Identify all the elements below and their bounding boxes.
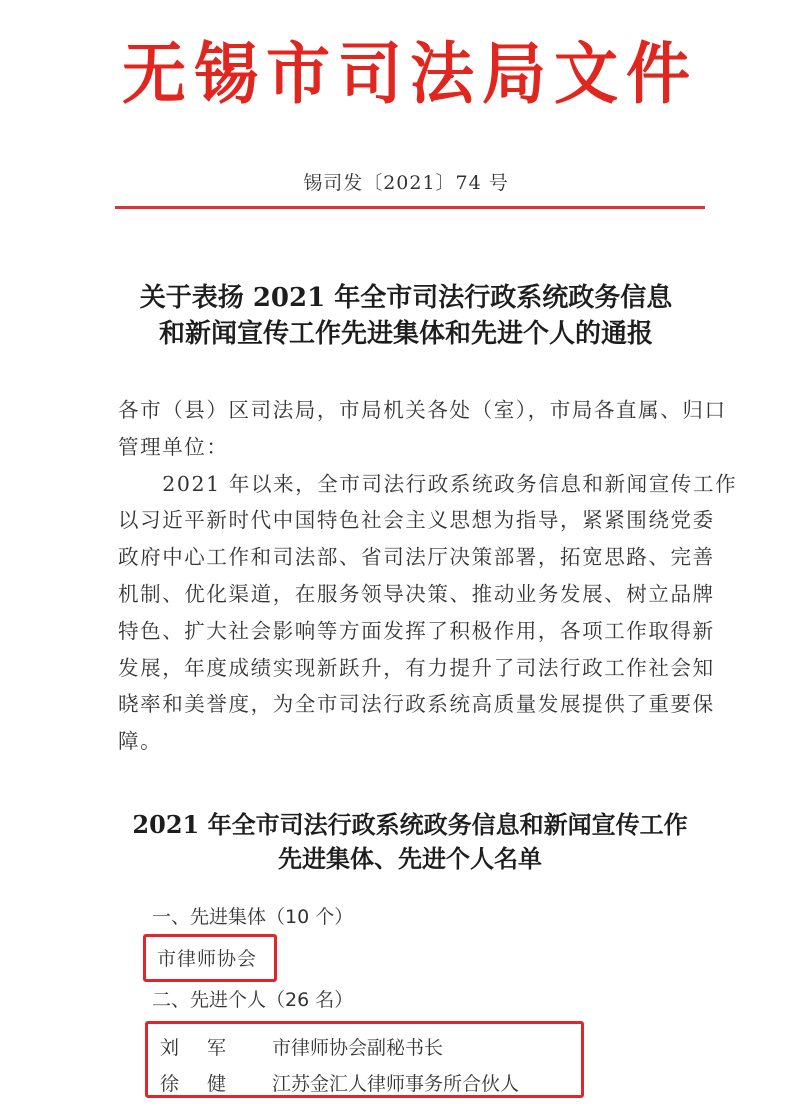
body-line: 发展，年度成绩实现新跃升，有力提升了司法行政工作社会知 — [118, 655, 715, 680]
red-divider — [115, 206, 705, 209]
body-line: 机制、优化渠道，在服务领导决策、推动业务发展、树立品牌 — [118, 581, 715, 606]
notice-title-line-2: 和新闻宣传工作先进集体和先进个人的通报 — [158, 319, 653, 349]
section-advanced-collectives-heading: 一、先进集体（10 个） — [152, 906, 354, 928]
individual-row — [160, 1069, 519, 1096]
individual-position: 江苏金汇人律师事务所合伙人 — [272, 1073, 520, 1095]
individual-row — [160, 1033, 443, 1060]
body-line: 各市（县）区司法局，市局机关各处（室），市局各直属、归口 — [118, 398, 727, 422]
list-title-line-1: 2021 年全市司法行政系统政务信息和新闻宣传工作 — [132, 810, 688, 839]
section-advanced-individuals-heading: 二、先进个人（26 名） — [152, 989, 354, 1011]
individual-position: 市律师协会副秘书长 — [272, 1037, 444, 1059]
body-line: 以习近平新时代中国特色社会主义思想为指导，紧紧围绕党委 — [118, 508, 715, 533]
body-line: 障。 — [118, 729, 163, 754]
body-line: 政府中心工作和司法部、省司法厅决策部署，拓宽思路、完善 — [118, 545, 715, 570]
notice-title-line-1: 关于表扬 2021 年全市司法行政系统政务信息 — [139, 283, 673, 313]
list-title-line-2: 先进集体、先进个人名单 — [278, 844, 542, 873]
individual-name: 刘军 — [160, 1037, 255, 1059]
body-line: 2021 年以来，全市司法行政系统政务信息和新闻宣传工作 — [118, 471, 738, 496]
body-line: 特色、扩大社会影响等方面发挥了积极作用，各项工作取得新 — [118, 618, 715, 643]
body-line: 晓率和美誉度，为全市司法行政系统高质量发展提供了重要保 — [118, 692, 715, 717]
document-number: 锡司发〔2021〕74 号 — [303, 172, 509, 194]
collective-item: 市律师协会 — [157, 948, 258, 970]
notice-body — [118, 392, 738, 760]
individual-name: 徐健 — [160, 1073, 255, 1095]
body-line: 管理单位： — [118, 434, 229, 459]
document-header-title: 无锡市司法局文件 — [122, 35, 698, 114]
